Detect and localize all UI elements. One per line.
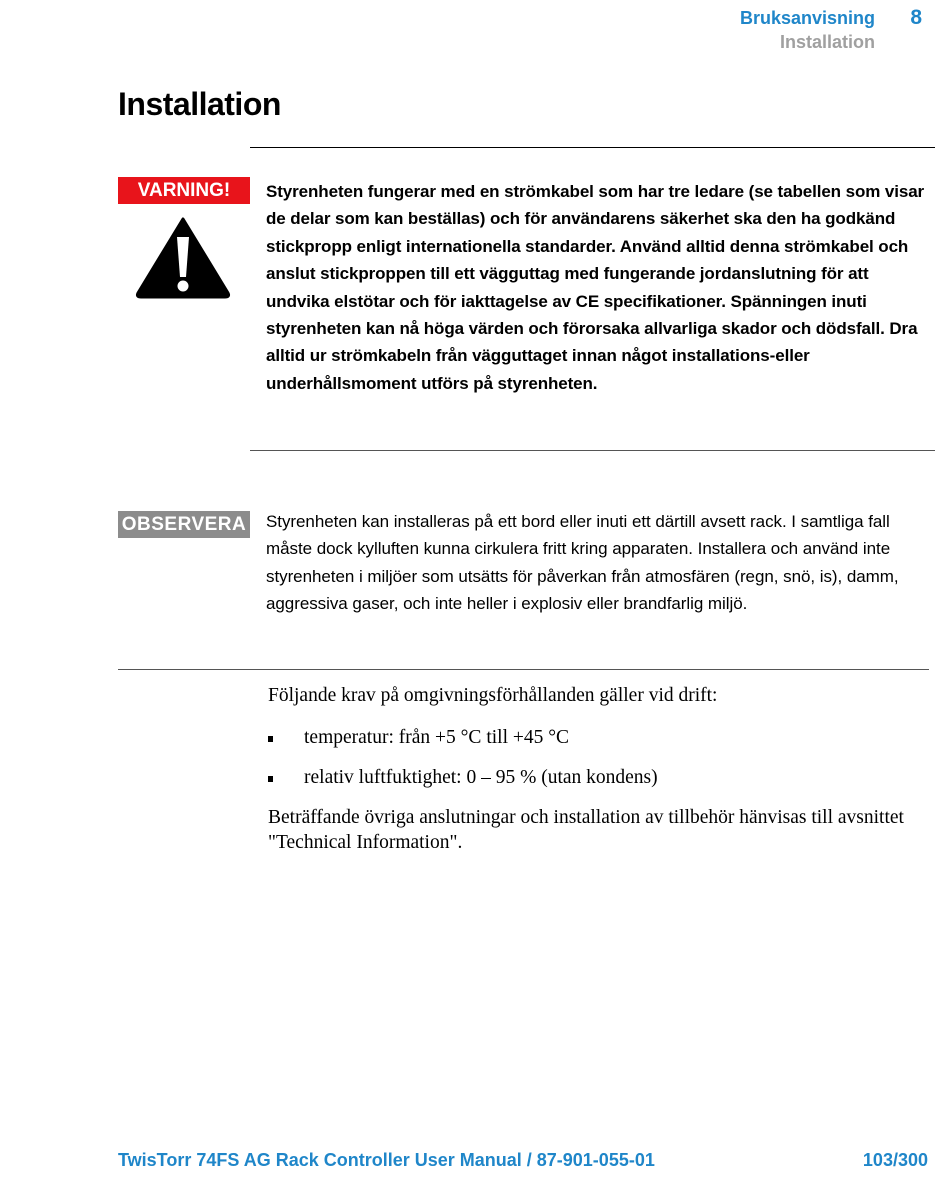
environment-intro: Följande krav på omgivningsförhållanden gäller vid drift: xyxy=(268,685,718,706)
note-badge: OBSERVERA xyxy=(118,511,250,538)
bullet-icon xyxy=(268,736,273,742)
warning-text: Styrenheten fungerar med en strömkabel som har tre ledare (se tabellen som visar de delar som kan beställas) och för användarens säkerhet ska den ha godkänd stickpropp enligt internationella standarder. Använd alltid denna strömkabel och anslut stickproppen till ett vägguttag med fungerande jordanslutning för att undvika elstötar och för iakttagelse av CE specifikationer. Spänningen inuti styrenheten kan nå höga värden och förorsaka allvarliga skador och dödsfall. Dra alltid ur strömkabeln från vägguttaget innan något installations-eller underhållsmoment utförs på styrenheten. xyxy=(266,182,925,393)
list-item-text: temperatur: från +5 °C till +45 °C xyxy=(304,727,570,748)
footer-page-number: 103/300 xyxy=(862,1150,928,1170)
divider-top xyxy=(250,147,935,148)
closing-paragraph: Beträffande övriga anslutningar och installation av tillbehör hänvisas till avsnittet "Technical Information". xyxy=(268,807,904,853)
header-section-title: Bruksanvisning xyxy=(739,8,875,28)
page-title: Installation xyxy=(118,86,281,122)
environment-requirements-list xyxy=(268,725,658,805)
bullet-icon xyxy=(268,776,273,782)
divider-note-bottom xyxy=(118,669,929,670)
list-item xyxy=(268,765,658,805)
header-subsection: Installation xyxy=(779,32,875,52)
warning-triangle-icon xyxy=(134,215,232,299)
divider-warning-bottom xyxy=(250,450,935,451)
footer-document-title: TwisTorr 74FS AG Rack Controller User Manual / 87-901-055-01 xyxy=(118,1150,655,1170)
list-item xyxy=(268,725,658,765)
header-chapter-number: 8 xyxy=(910,6,922,29)
list-item-text: relativ luftfuktighet: 0 – 95 % (utan kondens) xyxy=(304,767,658,788)
warning-badge: VARNING! xyxy=(118,177,250,204)
note-text: Styrenheten kan installeras på ett bord eller inuti ett därtill avsett rack. I samtliga fall måste dock kylluften kunna cirkulera fritt kring apparaten. Installera och använd inte styrenheten i miljöer som utsätts för påverkan från atmosfären (regn, snö, is), damm, aggressiva gaser, och inte heller i explosiv eller brandfarlig miljö. xyxy=(266,512,899,614)
